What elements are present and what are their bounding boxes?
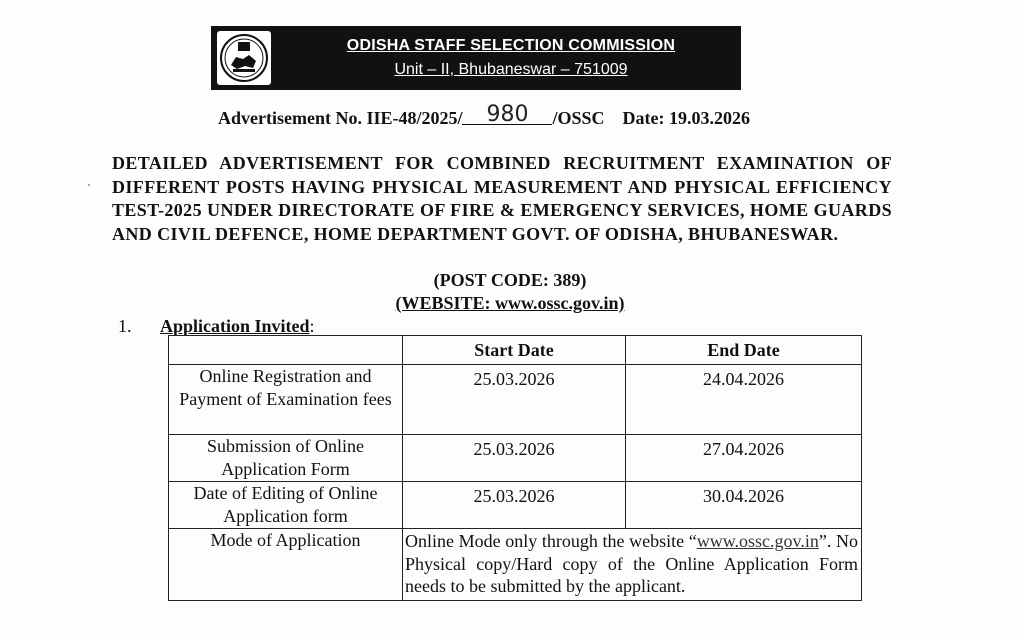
handwritten-number: 980	[462, 106, 552, 125]
row-end-date: 27.04.2026	[626, 435, 862, 482]
advertisement-line	[218, 102, 750, 129]
header-start-date: Start Date	[403, 336, 626, 365]
ossc-website-link[interactable]: www.ossc.gov.in	[696, 531, 819, 551]
table-row	[169, 529, 862, 601]
advertisement-prefix: Advertisement No. IIE-48/2025/	[218, 108, 463, 128]
commission-address: Unit – II, Bhubaneswar – 751009	[394, 61, 628, 78]
header-blank	[169, 336, 403, 365]
mode-text-after: ”. No Physical copy/Hard copy of the Online Application Form needs to be submitted by the applicant.	[405, 531, 858, 596]
row-end-date: 30.04.2026	[626, 482, 862, 529]
row-start-date: 25.03.2026	[403, 482, 626, 529]
mode-label: Mode of Application	[169, 529, 403, 601]
table-row	[169, 435, 862, 482]
section-number: 1.	[118, 316, 132, 336]
mode-text-before: Online Mode only through the website “	[405, 531, 697, 551]
row-label: Submission of Online Application Form	[169, 435, 403, 482]
schedule-table	[168, 335, 862, 601]
advertisement-date: Date: 19.03.2026	[622, 108, 750, 128]
advertisement-heading: DETAILED ADVERTISEMENT FOR COMBINED RECRUITMENT EXAMINATION OF DIFFERENT POSTS HAVING PHYSICAL MEASUREMENT AND PHYSICAL EFFICIENCY TEST-2025 UNDER DIRECTORATE OF FIRE & EMERGENCY SERVICES, HOME GUARDS AND CIVIL DEFENCE, HOME DEPARTMENT GOVT. OF ODISHA, BHUBANESWAR.	[112, 153, 892, 244]
post-code: (POST CODE: 389)	[433, 270, 587, 290]
commission-name: ODISHA STAFF SELECTION COMMISSION	[346, 37, 676, 54]
row-start-date: 25.03.2026	[403, 435, 626, 482]
header-banner	[211, 26, 741, 90]
website-link[interactable]: (WEBSITE: www.ossc.gov.in)	[395, 293, 625, 313]
section-label: Application Invited	[160, 316, 310, 336]
section-title	[160, 316, 315, 337]
table-header-row	[169, 336, 862, 365]
mode-description	[403, 529, 862, 601]
advertisement-suffix: /OSSC	[552, 108, 605, 128]
row-label: Online Registration and Payment of Examination fees	[169, 365, 403, 435]
row-label: Date of Editing of Online Application form	[169, 482, 403, 529]
scan-speck	[88, 184, 90, 186]
table-row	[169, 482, 862, 529]
row-start-date: 25.03.2026	[403, 365, 626, 435]
odisha-emblem-icon	[217, 31, 271, 85]
section-colon: :	[309, 316, 315, 336]
header-end-date: End Date	[626, 336, 862, 365]
row-end-date: 24.04.2026	[626, 365, 862, 435]
table-row	[169, 365, 862, 435]
